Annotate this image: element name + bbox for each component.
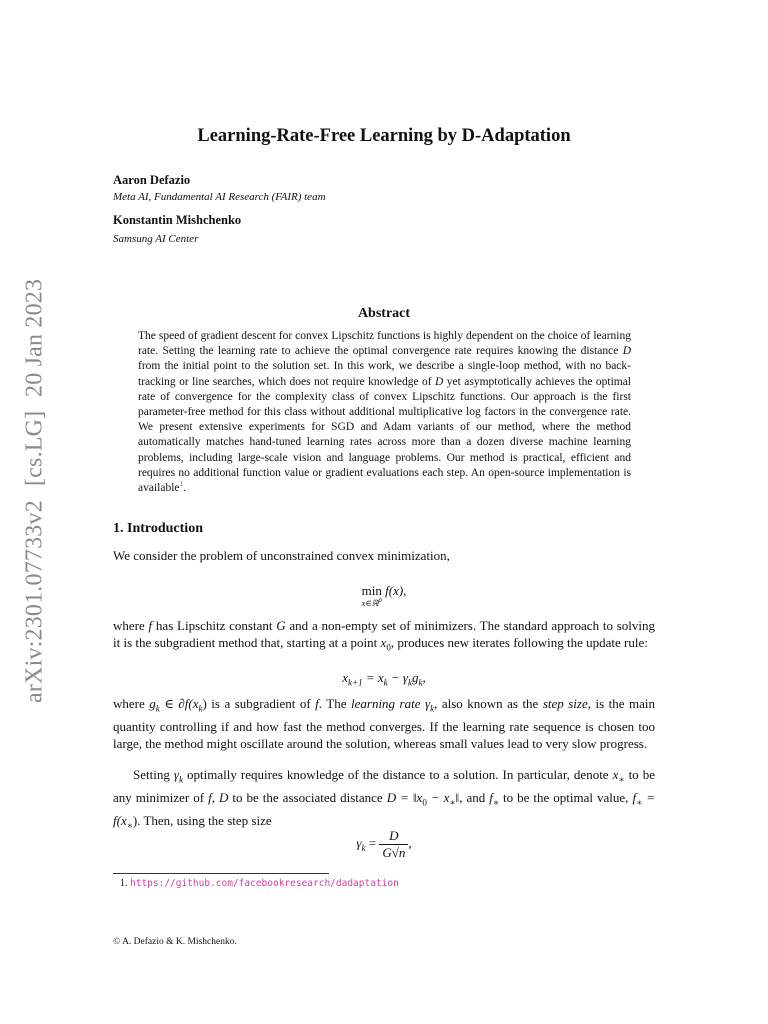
eq3-gamma: γ: [356, 835, 362, 851]
footnote-url-link[interactable]: https://github.com/facebookresearch/dadaptation: [130, 878, 399, 889]
eq3-denominator: G√n: [382, 845, 406, 860]
eq3-end: ,: [408, 835, 412, 851]
p4-star: ∗: [618, 774, 625, 785]
p2-var-x-sub: 0: [386, 643, 391, 653]
abstract-heading: Abstract: [357, 306, 411, 321]
equation-minimization: [113, 583, 655, 609]
arxiv-sidebar-stamp: [15, 278, 55, 704]
abstract-var-d: D: [622, 345, 631, 358]
eq2-sub3: k: [408, 677, 413, 688]
p4-b: optimally requires knowledge of the distance to a solution. In particular, denote: [183, 767, 613, 782]
p3-d: , also known as the: [434, 696, 543, 711]
p4-s4: ∗: [636, 797, 643, 808]
p3-learning-rate: learning rate: [351, 696, 421, 711]
eq2-g: g: [412, 670, 419, 685]
p4-f2: f: [489, 790, 493, 805]
p4-a: Setting: [133, 767, 174, 782]
eq-min-text: min: [361, 583, 382, 598]
p3-c: . The: [318, 696, 351, 711]
p4-eq3: ‖: [455, 790, 460, 805]
p3-step-size: step size: [542, 696, 588, 711]
p4-gamma: γ: [173, 767, 180, 782]
arxiv-date: 20 Jan 2023: [21, 278, 48, 397]
p4-i: ). Then, using the step size: [132, 813, 272, 828]
arxiv-category: [cs.LG]: [21, 410, 48, 487]
eq-min-sub: x∈ℝ: [361, 597, 379, 608]
p4-s3: ∗: [492, 797, 499, 808]
eq2-end: ,: [422, 670, 426, 685]
abstract-text-2: from the initial point to the solution set. In this work, we describe a single-loop method, with no back-tracking or line searches, which does not require knowledge of: [138, 360, 631, 388]
p2-text-d: , produces new iterates following the update rule:: [390, 635, 648, 651]
intro-paragraph-4: [113, 766, 655, 835]
eq-min-operator: [362, 583, 382, 609]
eq2-sub1: k+1: [348, 677, 363, 688]
p3-a: where: [113, 696, 150, 711]
section-heading-introduction: 1. Introduction: [113, 521, 203, 536]
intro-paragraph-1: We consider the problem of unconstrained convex minimization,: [113, 548, 450, 563]
eq3-equals: =: [365, 835, 380, 851]
p3-k: k: [155, 703, 160, 714]
p4-s5: ∗: [126, 820, 133, 831]
p4-h: to be the optimal value,: [498, 790, 633, 805]
p4-g: , and: [459, 790, 490, 805]
author-name-1: Aaron Defazio: [113, 173, 191, 187]
p4-eq2: − x: [426, 790, 450, 805]
eq2-mid: = x: [362, 670, 384, 685]
eq-min-body: f(x),: [385, 583, 407, 598]
author-name-2: Konstantin Mishchenko: [113, 213, 242, 227]
abstract-text-1: The speed of gradient descent for convex Lipschitz functions is highly dependent on the choice of learning rate. Setting the learning rate to achieve the optimal convergence rate requires knowing the distance: [138, 330, 631, 358]
p4-x: x: [612, 767, 619, 782]
p4-c: to be any minimizer of: [113, 767, 655, 805]
intro-paragraph-3: [113, 695, 655, 753]
p3-b: ) is a subgradient of: [202, 696, 316, 711]
p2-text-a: where: [113, 618, 149, 633]
paper-title: Learning-Rate-Free Learning by D-Adaptation: [197, 126, 571, 146]
footnote-ref-link[interactable]: 1: [179, 479, 184, 489]
p4-f: f: [208, 790, 212, 805]
footnote-divider: [113, 873, 329, 874]
p2-var-f: f: [148, 618, 153, 633]
author-affiliation-1: Meta AI, Fundamental AI Research (FAIR) team: [113, 191, 326, 203]
p3-g: g: [149, 696, 156, 711]
footnote-mark: 1.: [120, 878, 128, 889]
eq2-minus: − γ: [387, 670, 409, 685]
eq2-sub4: k: [418, 677, 423, 688]
p3-k3: k: [430, 703, 435, 714]
p3-in: ∈ ∂f(x: [159, 696, 199, 711]
eq2-sub2: k: [383, 677, 388, 688]
eq3-numerator: D: [379, 828, 408, 845]
abstract-end: .: [183, 482, 187, 495]
p3-e: , is the main quantity controlling if and how fast the method converges. If the learning rate sequence is chosen too large, the method might oscillate around the solution, whereas small values lead to very slow progress.: [113, 696, 655, 752]
p2-var-g: G: [276, 618, 286, 633]
p3-f: f: [315, 696, 319, 711]
eq-min-sup: p: [378, 596, 382, 604]
p2-var-x: x: [380, 635, 387, 651]
footnote: [120, 878, 399, 889]
p2-text-b: has Lipschitz constant: [152, 618, 277, 633]
eq2-x: x: [342, 670, 348, 685]
abstract-text-3: yet asymptotically achieves the optimal rate of convergence for the complexity class of convex Lipschitz functions. Our approach is the first parameter-free method for this class without additional multiplicative log factors in the convergence rate. We present extensive experiments for SGD and Adam variants of our method, where the method automatically matches hand-tuned learning rates across more than a dozen diverse machine learning problems, including large-scale vision and language problems. Our method is practical, efficient and requires no additional function value or gradient evaluations each step. An open-source implementation is available: [138, 375, 632, 495]
intro-paragraph-2: [113, 617, 655, 657]
p2-text-c: and a non-empty set of minimizers. The standard approach to solving it is the subgradient method that, starting at a point: [113, 618, 655, 651]
p4-s2: ∗: [449, 797, 456, 808]
p4-d: ,: [211, 790, 219, 805]
copyright-notice: © A. Defazio & K. Mishchenko.: [113, 937, 237, 947]
p4-f3: f: [632, 790, 637, 805]
author-affiliation-2: Samsung AI Center: [113, 233, 199, 245]
abstract-body: [138, 329, 631, 496]
p4-0: 0: [422, 797, 427, 808]
p4-eq4: = f(x: [113, 790, 655, 828]
p4-k: k: [179, 774, 184, 785]
equation-update-rule: [113, 670, 655, 688]
abstract-var-d-2: D: [435, 375, 444, 388]
eq3-fraction: [379, 828, 408, 861]
p4-var-d: D: [218, 790, 229, 805]
equation-step-size: [113, 828, 655, 861]
p4-eq: D = ‖x: [386, 790, 423, 805]
p3-gamma: γ: [420, 696, 431, 711]
eq3-sub: k: [361, 843, 366, 854]
p3-k2: k: [198, 703, 203, 714]
p4-e: to be the associated distance: [228, 790, 387, 805]
arxiv-id: arXiv:2301.07733v2: [21, 500, 48, 704]
